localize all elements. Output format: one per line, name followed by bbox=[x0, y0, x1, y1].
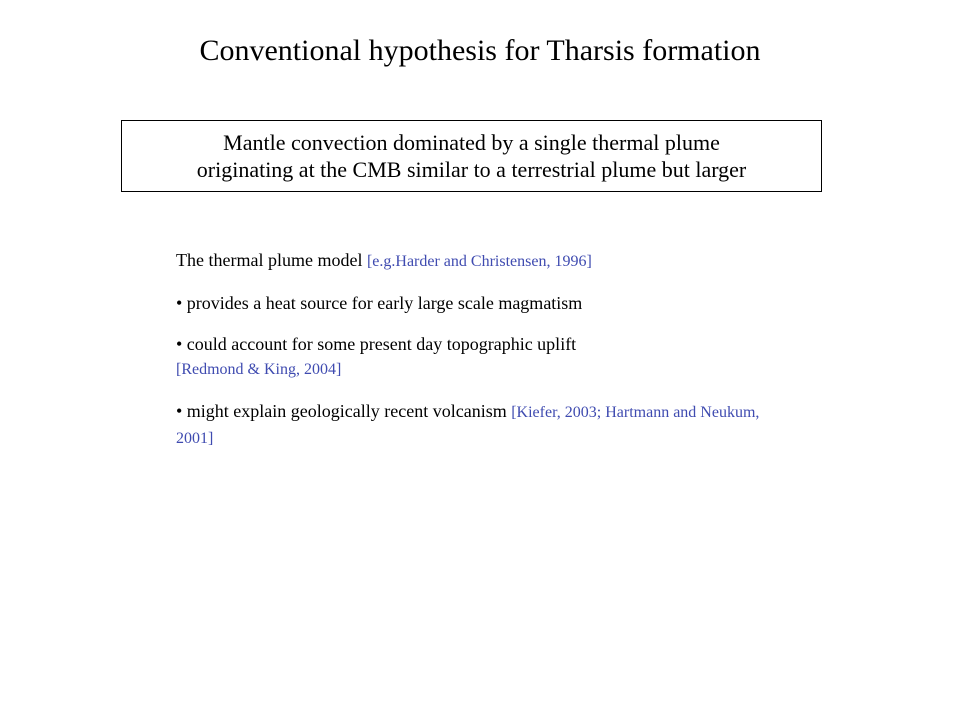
bullet-citation: [Redmond & King, 2004] bbox=[176, 361, 342, 378]
summary-line-1: Mantle convection dominated by a single thermal plume bbox=[223, 130, 720, 155]
intro-text: The thermal plume model bbox=[176, 250, 367, 270]
bullet-item bbox=[176, 399, 796, 451]
bullet-text: • might explain geologically recent volcanism bbox=[176, 401, 512, 421]
intro-citation: [e.g.Harder and Christensen, 1996] bbox=[366, 253, 592, 270]
bullet-text: • could account for some present day topographic uplift bbox=[176, 334, 577, 354]
slide-title: Conventional hypothesis for Tharsis formation bbox=[199, 34, 761, 67]
bullet-citation: [Kiefer, 2003; Hartmann and Neukum, 2001] bbox=[176, 404, 760, 447]
intro-paragraph bbox=[176, 248, 796, 274]
bullet-item bbox=[176, 291, 796, 315]
summary-box bbox=[121, 120, 822, 192]
body-text bbox=[176, 248, 796, 468]
bullet-text: • provides a heat source for early large scale magmatism bbox=[176, 293, 583, 313]
bullet-item bbox=[176, 332, 796, 382]
summary-line-2: originating at the CMB similar to a terrestrial plume but larger bbox=[196, 157, 747, 182]
